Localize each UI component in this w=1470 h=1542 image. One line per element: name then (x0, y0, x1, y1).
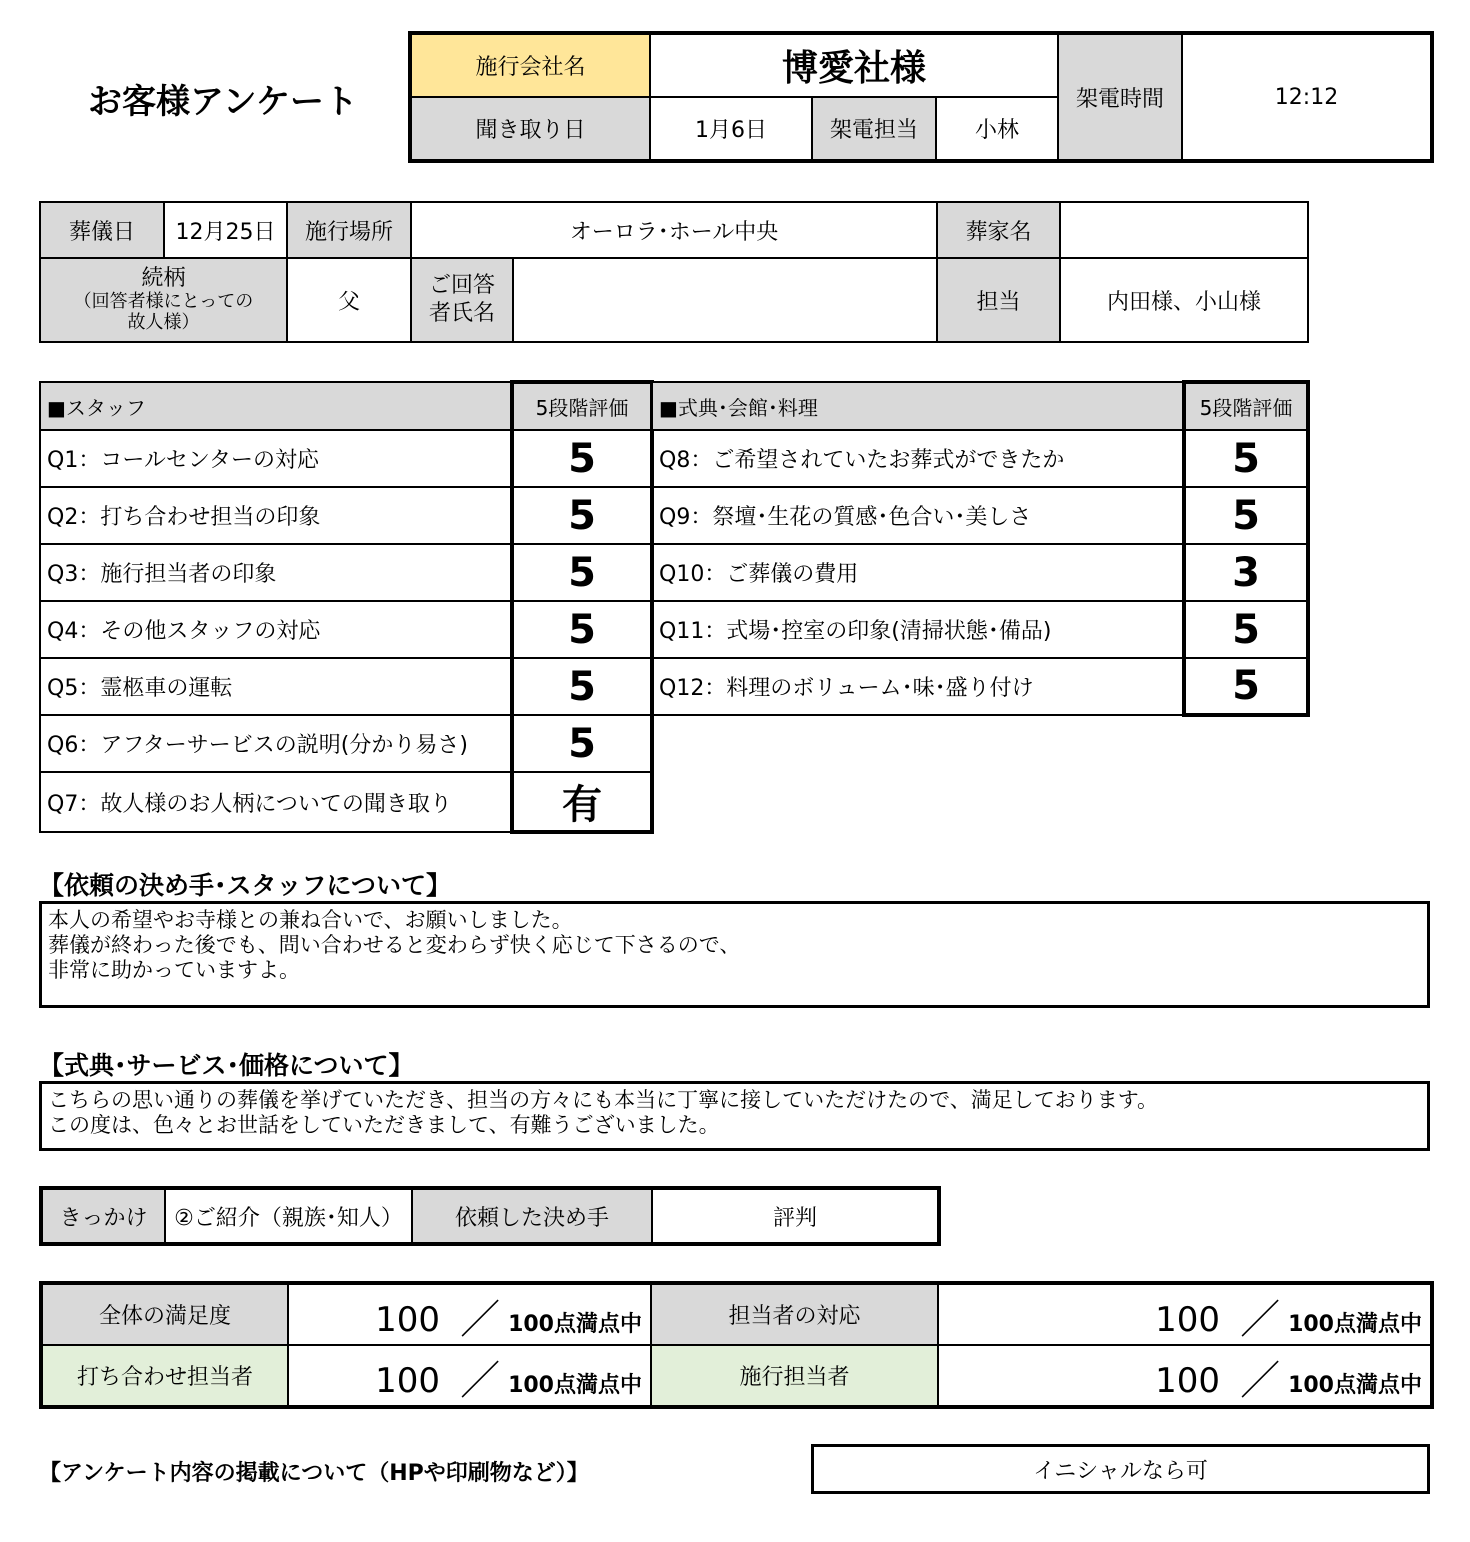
caller-value: 小林 (936, 97, 1058, 161)
conductor-score (938, 1345, 1432, 1407)
trigger-label: きっかけ (41, 1188, 165, 1244)
question-q11: Q11：式場･控室の印象(清掃状態･備品) (652, 601, 1184, 658)
company-label: 施行会社名 (410, 33, 650, 97)
conductor-label: 施行担当者 (651, 1345, 938, 1407)
overall-suffix: 100点満点中 (508, 1312, 642, 1337)
publication-label: 【アンケート内容の掲載について（HPや印刷物など）】 (39, 1461, 589, 1486)
family-value (1060, 202, 1308, 258)
caller-label: 架電担当 (812, 97, 936, 161)
score-q6: 5 (512, 715, 652, 772)
score-q7: 有 (512, 772, 652, 832)
date-value: 1月6日 (650, 97, 812, 161)
planner-score (288, 1345, 651, 1407)
staff-rating-header: 5段階評価 (512, 382, 652, 430)
score-q3: 5 (512, 544, 652, 601)
question-q12: Q12：料理のボリューム･味･盛り付け (652, 658, 1184, 715)
overall-label: 全体の満足度 (41, 1283, 288, 1345)
respondent-label: ご回答 者氏名 (411, 258, 513, 342)
score-q8: 5 (1184, 430, 1308, 487)
planner-suffix: 100点満点中 (508, 1373, 642, 1398)
question-q5: Q5：霊柩車の運転 (40, 658, 512, 715)
decision-value: 評判 (652, 1188, 939, 1244)
question-q1: Q1：コールセンターの対応 (40, 430, 512, 487)
relation-label: 続柄 (141, 266, 186, 291)
conductor-suffix: 100点満点中 (1288, 1373, 1422, 1398)
question-q9: Q9：祭壇･生花の質感･色合い･美しさ (652, 487, 1184, 544)
info-table (39, 201, 1309, 343)
venue-value: オーロラ･ホール中央 (411, 202, 937, 258)
conductor-slash: ／ (1240, 1358, 1281, 1404)
question-q8: Q8：ご希望されていたお葬式ができたか (652, 430, 1184, 487)
score-q1: 5 (512, 430, 652, 487)
question-q2: Q2：打ち合わせ担当の印象 (40, 487, 512, 544)
planner-slash: ／ (460, 1358, 501, 1404)
date-label: 聞き取り日 (410, 97, 650, 161)
staff-questions-table (39, 380, 654, 834)
overall-value: 100 (375, 1300, 441, 1340)
staff-response-slash: ／ (1240, 1297, 1281, 1343)
planner-value: 100 (375, 1361, 441, 1401)
overall-score (288, 1283, 651, 1345)
family-label: 葬家名 (937, 202, 1060, 258)
ceremony-questions-table (651, 380, 1310, 717)
score-q10: 3 (1184, 544, 1308, 601)
question-q6: Q6：アフターサービスの説明(分かり易さ) (40, 715, 512, 772)
comment2-text: こちらの思い通りの葬儀を挙げていただき、担当の方々にも本当に丁寧に接していただけたので、満足しております。 この度は、色々とお世話をしていただきまして、有難うございました。 (39, 1081, 1430, 1151)
score-q2: 5 (512, 487, 652, 544)
publication-value: イニシャルなら可 (811, 1444, 1430, 1494)
funeral-date-label: 葬儀日 (40, 202, 164, 258)
decision-label: 依頼した決め手 (412, 1188, 652, 1244)
page-title: お客様アンケート (88, 82, 358, 122)
staff-label: 担当 (937, 258, 1060, 342)
staff-response-label: 担当者の対応 (651, 1283, 938, 1345)
question-q4: Q4：その他スタッフの対応 (40, 601, 512, 658)
header-table (408, 31, 1434, 163)
staff-response-score (938, 1283, 1432, 1345)
funeral-date-value: 12月25日 (164, 202, 287, 258)
conductor-value: 100 (1155, 1361, 1221, 1401)
trigger-value: ②ご紹介（親族･知人） (165, 1188, 412, 1244)
score-q4: 5 (512, 601, 652, 658)
staff-response-value: 100 (1155, 1300, 1221, 1340)
overall-slash: ／ (460, 1297, 501, 1343)
question-q3: Q3：施行担当者の印象 (40, 544, 512, 601)
company-value: 博愛社様 (650, 33, 1058, 97)
planner-label: 打ち合わせ担当者 (41, 1345, 288, 1407)
staff-section-header: ■スタッフ (40, 382, 512, 430)
respondent-value (513, 258, 937, 342)
comment1-heading: 【依頼の決め手･スタッフについて】 (39, 871, 452, 900)
ceremony-section-header: ■式典･会館･料理 (652, 382, 1184, 430)
staff-response-suffix: 100点満点中 (1288, 1312, 1422, 1337)
score-q5: 5 (512, 658, 652, 715)
score-q9: 5 (1184, 487, 1308, 544)
scores-table (39, 1281, 1434, 1409)
score-q12: 5 (1184, 658, 1308, 715)
comment2-heading: 【式典･サービス･価格について】 (39, 1051, 414, 1080)
relation-value: 父 (287, 258, 411, 342)
score-q11: 5 (1184, 601, 1308, 658)
venue-label: 施行場所 (287, 202, 411, 258)
call-time-value: 12:12 (1182, 33, 1432, 161)
staff-value: 内田様、小山様 (1060, 258, 1308, 342)
relation-label-cell (40, 258, 287, 342)
trigger-table (39, 1186, 941, 1246)
comment1-text: 本人の希望やお寺様との兼ね合いで、お願いしました。 葬儀が終わった後でも、問い合わせると変わらず快く応じて下さるので、 非常に助かっていますよ。 (39, 901, 1430, 1008)
ceremony-rating-header: 5段階評価 (1184, 382, 1308, 430)
question-q10: Q10：ご葬儀の費用 (652, 544, 1184, 601)
relation-sub: （回答者様にとっての 故人様） (73, 291, 254, 333)
question-q7: Q7：故人様のお人柄についての聞き取り (40, 772, 512, 832)
call-time-label: 架電時間 (1058, 33, 1182, 161)
